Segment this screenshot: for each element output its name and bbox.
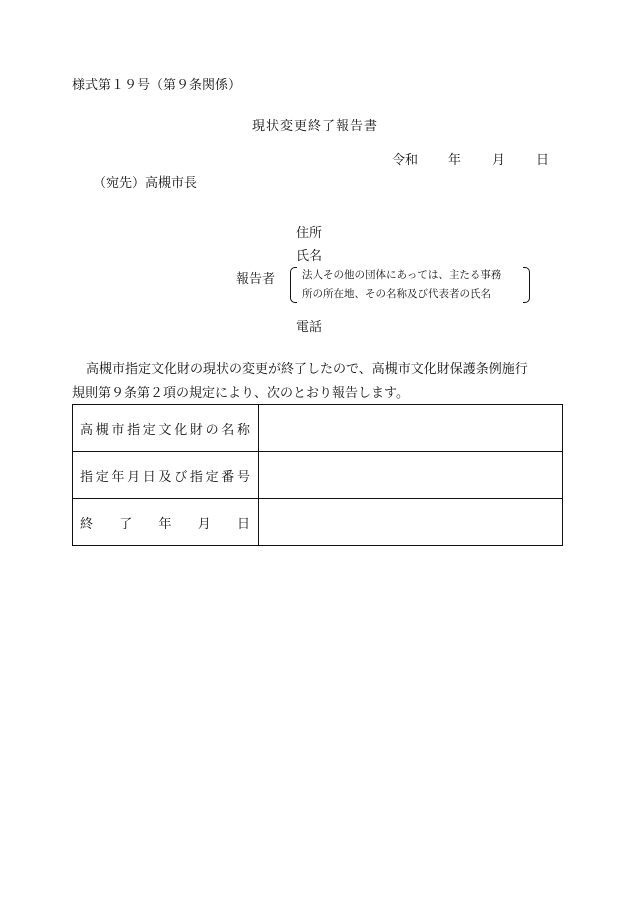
form-number: 様式第１９号（第９条関係） — [72, 78, 242, 93]
table-row — [73, 405, 563, 452]
info-table — [72, 404, 563, 546]
cultural-property-name-label: 高槻市指定文化財の名称 — [80, 422, 250, 438]
designation-date-number-value[interactable] — [259, 452, 563, 499]
addressee: （宛先）高槻市長 — [93, 176, 198, 191]
date-year: 年 — [448, 153, 462, 168]
right-bracket — [523, 267, 530, 303]
row-label-cell — [73, 499, 259, 546]
left-bracket — [290, 267, 297, 303]
table-row — [73, 499, 563, 546]
date-day: 日 — [536, 153, 550, 168]
document-title: 現状変更終了報告書 — [251, 119, 378, 134]
note-line-2: 所の所在地、その名称及び代表者の氏名 — [302, 288, 491, 300]
end-date-label: 終了年月日 — [80, 516, 250, 532]
row-label-cell — [73, 452, 259, 499]
body-line-1: 高槻市指定文化財の現状の変更が終了したので、高槻市文化財保護条例施行 — [86, 362, 528, 377]
designation-date-number-label: 指定年月日及び指定番号 — [80, 469, 250, 485]
date-month: 月 — [492, 153, 506, 168]
date-line — [392, 149, 549, 168]
name-label: 氏名 — [296, 249, 323, 264]
body-text — [72, 358, 564, 406]
reporter-label: 報告者 — [236, 272, 276, 287]
end-date-value[interactable] — [259, 499, 563, 546]
body-line-2: 規則第９条第２項の規定により、次のとおり報告します。 — [72, 386, 409, 401]
table-row — [73, 452, 563, 499]
date-era: 令和 — [392, 153, 419, 168]
row-label-cell — [73, 405, 259, 452]
cultural-property-name-value[interactable] — [259, 405, 563, 452]
reporter-note — [290, 266, 530, 304]
phone-label: 電話 — [296, 320, 323, 335]
note-line-1: 法人その他の団体にあっては、主たる事務 — [302, 269, 502, 281]
address-label: 住所 — [296, 226, 323, 241]
